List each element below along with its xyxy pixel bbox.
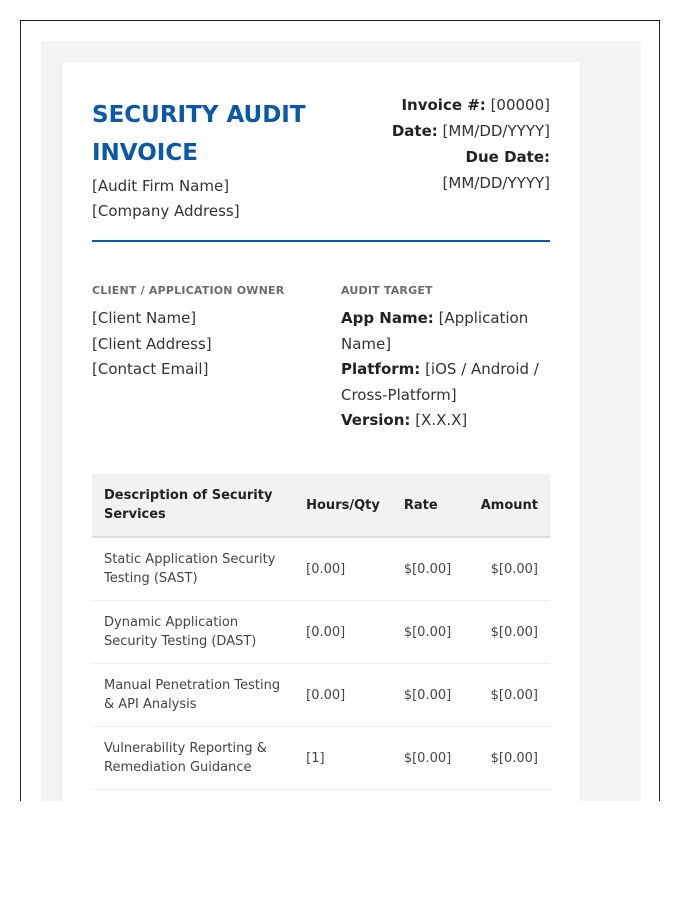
services-table-wrapper [92, 474, 550, 790]
row-description: Manual Penetration Testing & API Analysis [92, 664, 294, 727]
header-hours-qty: Hours/Qty [294, 474, 392, 537]
row-rate: $[0.00] [392, 664, 469, 727]
due-date-value: [MM/DD/YYYY] [442, 174, 550, 192]
invoice-number-value: [00000] [490, 96, 550, 114]
audit-target-lines [341, 306, 550, 434]
invoice-date-label: Date: [391, 122, 438, 140]
company-address: [Company Address] [92, 202, 240, 220]
app-name-value: [Application Name] [341, 309, 529, 353]
parties-section [92, 284, 550, 464]
version-line [341, 408, 550, 434]
table-row [92, 727, 550, 790]
invoice-sheet [62, 62, 580, 801]
invoice-header [92, 92, 550, 242]
invoice-number-label: Invoice #: [401, 96, 486, 114]
row-qty: [1] [294, 727, 392, 790]
document-frame [20, 20, 660, 801]
client-address: [Client Address] [92, 334, 212, 353]
row-amount: $[0.00] [469, 601, 550, 664]
header-divider [92, 240, 550, 242]
table-row [92, 664, 550, 727]
due-date-line [350, 144, 550, 170]
row-description: Static Application Security Testing (SAST) [92, 537, 294, 601]
row-qty: [0.00] [294, 664, 392, 727]
platform-label: Platform: [341, 360, 421, 378]
header-amount: Amount [469, 474, 550, 537]
table-header-row [92, 474, 550, 537]
invoice-number-line [350, 92, 550, 118]
row-rate: $[0.00] [392, 537, 469, 601]
invoice-meta [350, 92, 550, 196]
client-lines [92, 306, 322, 383]
app-name-label: App Name: [341, 309, 434, 327]
table-row [92, 601, 550, 664]
platform-value: [iOS / Android / Cross-Platform] [341, 360, 539, 404]
firm-info [92, 174, 240, 224]
row-qty: [0.00] [294, 537, 392, 601]
platform-line [341, 357, 550, 408]
row-description: Vulnerability Reporting & Remediation Guidance [92, 727, 294, 790]
invoice-title-line2: INVOICE [92, 140, 198, 166]
row-amount: $[0.00] [469, 664, 550, 727]
row-amount: $[0.00] [469, 727, 550, 790]
client-name: [Client Name] [92, 309, 197, 327]
firm-name: [Audit Firm Name] [92, 177, 230, 195]
table-row [92, 537, 550, 601]
header-description: Description of Security Services [92, 474, 294, 537]
invoice-date-value: [MM/DD/YYYY] [442, 122, 550, 140]
client-block [92, 284, 322, 383]
invoice-content [92, 92, 550, 775]
audit-target-heading: AUDIT TARGET [341, 284, 433, 297]
app-name-line [341, 306, 550, 357]
row-rate: $[0.00] [392, 601, 469, 664]
row-rate: $[0.00] [392, 727, 469, 790]
due-date-label: Due Date: [465, 148, 550, 166]
audit-target-block [341, 284, 550, 434]
version-value: [X.X.X] [415, 411, 468, 429]
row-qty: [0.00] [294, 601, 392, 664]
invoice-title [92, 96, 342, 172]
header-rate: Rate [392, 474, 469, 537]
row-amount: $[0.00] [469, 537, 550, 601]
client-email: [Contact Email] [92, 360, 209, 378]
row-description: Dynamic Application Security Testing (DAST) [92, 601, 294, 664]
services-table [92, 474, 550, 790]
client-heading: CLIENT / APPLICATION OWNER [92, 284, 285, 297]
version-label: Version: [341, 411, 411, 429]
invoice-title-line1: SECURITY AUDIT [92, 102, 306, 128]
invoice-date-line [350, 118, 550, 144]
